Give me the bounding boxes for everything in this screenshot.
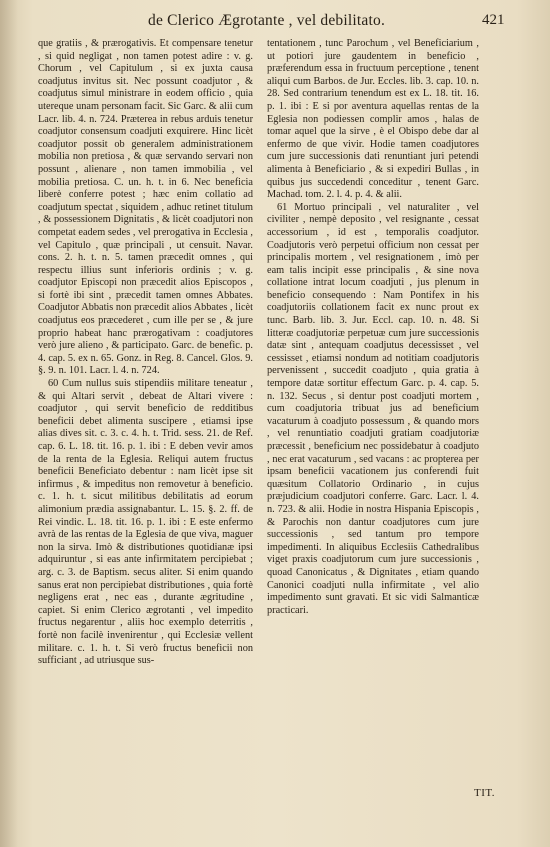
- left-column: [38, 38, 253, 668]
- right-column: [267, 38, 479, 617]
- paragraph-60: 60 Cum nullus suis stipendiis militare teneatur , & qui Altari servit , debeat de Altari vivere : coadjutor , qui servit beneficio de redditibus beneficii debet alimenta suscipere , etiamsi ipse alias dives sit. c. 3. c. 4. h. t. Trid. sess. 21. de Ref. cap. 6. L. 18. tit. 16. p. 1. ibi : E deben vevir amos de la renta de la Eglesia. Reliqui autem fructus beneficii Beneficiato debentur : nam licèt ipse sit infirmus , & impeditus non removetur à beneficio. c. 1. h. t. sicut militibus debilitatis ad eorum alimonium prædia assignabantur. L. 15. §. 2. ff. de Rei vindic. L. 18. tit. 16. p. 1. ibi : E este enfermo avrà de las rentas de la Eglesia de que viva, maguer non la sirva. Imò & distributiones quotidianæ ipsi adquiruntur , si eas ante infirmitatem percipiebat ; arg. c. 3. de Baptism. secus aliter. Si enim quando sanus erat non percipiebat distributiones , quia fortè negligens erat , nec eas , durante ægritudine , capiet. Si enim Clerico ægrotanti , vel impedito fructus negarentur , aliis hoc exemplo deterritis , fortè non facilè invenirentur , qui Ecclesiæ vellent militare. c. 1. h. t. Si verò fructus beneficii non sufficiant , ad utriusque sus-: [38, 378, 253, 667]
- paragraph-61: 61 Mortuo principali , vel naturaliter , vel civiliter , nempè deposito , vel resignante , cessat accessorium , id est , temporalis coadjutor. Coadjutoris verò perpetui officium non cessat per principalis mortem , vel resignationem , imò per eam talis incipit esse principalis , & sine nova collatione intrat locum coadjuti , jus plenum in beneficio consequendo : Nam Pontifex in his coadjutoriis collationem facit ex nunc prout ex tunc. Barb. lib. 3. Jur. Eccl. cap. 10. n. 48. Si litteræ coadjutoriæ perpetuæ cum jure successionis datæ sint , antequam coadjutus decessisset , vel cessisset , etiamsi nondum ad notitiam coadjutoris pervenissent , succedit coadjuto , quia gratia à tempore datæ sortitur effectum Garc. p. 4. cap. 5. n. 132. Secus , si dentur post coadjuti mortem , cum coadjutoria tribuat jus ad beneficium vacaturum à coadjuto possessum , & quando mors , vel renuntiatio coadjuti gratiam coadjutoriæ præcessit , beneficium nec possidebatur à coadjuto , nec erat vacaturum , sed vacans : ac propterea per ipsam beneficii vacationem jus conferendi fuit quæsitum Collatorio Ordinario , in cujus præjudicium coadjutori conferre. Garc. Lacr. l. 4. n. 723. & alii. Hodie in nostra Hispania Episcopis , & Parochis non dantur coadjutores cum jure successionis , sed tantum pro tempore impedimenti. In aliquibus Ecclesiis Cathedralibus viget praxis coadjutorum cum jure successionis , quoad Canonicatus , & Dignitates , etiam quando Canonici coadjuti nulla infirmitate , vel alio impedimento sunt gravati. Et sic vidi Salmanticæ practicari.: [267, 201, 479, 616]
- page-header: [0, 12, 550, 34]
- catchword: TIT.: [474, 787, 496, 799]
- running-title: de Clerico Ægrotante , vel debilitato.: [148, 12, 386, 29]
- paragraph-continuation: que gratiis , & prærogativis. Et compensare tenetur , si quid negligat , non tamen potest adire : v. g. Chorum , vel Capitulum , si ex juxta causa coadjutus invitus sit. Nec possunt coadjutor , & coadjutus simul ministrare in eodem officio , quia utereque unam personam facit. Sic Garc. & alii cum Lacr. lib. 4. n. 724. Præterea in rebus arduis tenetur coadjutor consensum coadjuti exquirere. Hinc licèt coadjutor possit ob generalem administrationem mobilia non pretiosa , & quæ servando servari non possunt , alienare , non tamen immobilia , vel mobilia pretiosa. C. un. h. t. in 6. Nec beneficia liberè conferre potest ; hæc enim collatio ad coadjutum spectat , siquidem , adhuc retinet titulum , & possessionem Dignitatis , & licèt coadjutori non competat eadem sedes , vel prerogativa in Ecclesia , vel Capitulo , quæ principali , ut censuit. Navar. cons. 2. h. t. n. 5. tamen præcedit omnes , qui respectu illius sunt inferioris ordinis ; v. g. coadjutor Episcopi non præcedit alios Episcopos , si fortè ibi sint , præcedit tamen omnes Abbates. Coadjutor Abbatis non præcedit alios Abbates , licèt coadjutus eos præcederet , cum ille per se , & jure proprio habeat hanc prærogativam : coadjutores verò jure alieno , & participato. Garc. de benefic. p. 4. cap. 5. ex n. 65. Gonz. in Reg. 8. Cancel. Glos. 9. §. 9. n. 101. Lacr. l. 4. n. 724.: [38, 38, 253, 377]
- page-number: 421: [482, 12, 505, 28]
- paragraph-60-continuation: tentationem , tunc Parochum , vel Beneficiarium , ut potiori jure gaudentem in beneficio , præferendum essa in fructuum perceptione , tenent aliqui cum Barbos. de Jur. Eccles. lib. 3. cap. 10. n. 28. Sed contrarium tenendum est ex L. 18. tit. 16. p. 1. ibi : E si por aventura aquellas rentas de la Eglesia non podiessen complir amos , halas de tomar aquel que la sirve , è el Obispo debe dar al enfermo de que vivir. Hodie tamen coadjutores cum jure successionis dati renuntiant juri petendi alimenta à Beneficiario , & si expediri Bullas , in quibus jus succedendi conceditur , tenent Garc. Machad. tom. 2. l. 4. p. 4. & alii.: [267, 38, 479, 201]
- page-gutter-shadow: [0, 0, 18, 847]
